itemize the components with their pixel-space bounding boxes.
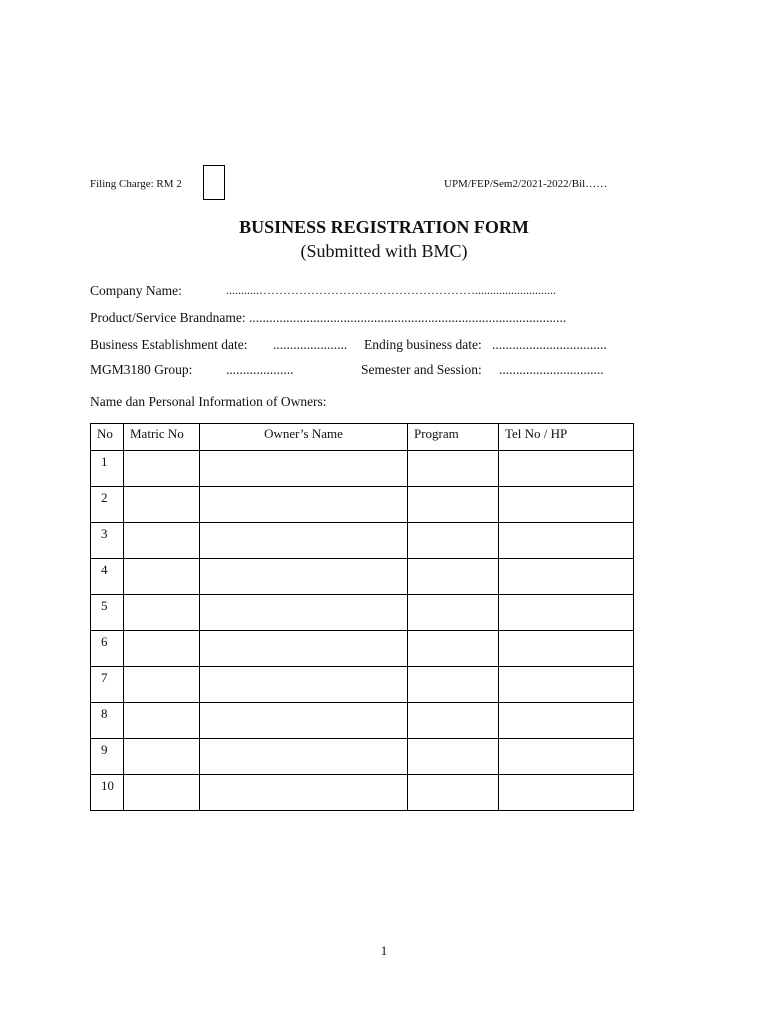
- company-name-label: Company Name:: [90, 283, 182, 298]
- program-cell[interactable]: [408, 523, 499, 559]
- page-number: 1: [380, 943, 388, 958]
- tel-cell[interactable]: [499, 595, 634, 631]
- ending-date-field[interactable]: ..................................: [492, 337, 607, 352]
- program-cell[interactable]: [408, 775, 499, 811]
- column-header-matric: Matric No: [124, 424, 200, 451]
- owner-name-cell[interactable]: [200, 487, 408, 523]
- owners-heading: Name dan Personal Information of Owners:: [90, 394, 327, 409]
- table-header-row: [91, 424, 634, 451]
- row-number: 2: [91, 487, 124, 523]
- program-cell[interactable]: [408, 595, 499, 631]
- matric-cell[interactable]: [124, 775, 200, 811]
- program-cell[interactable]: [408, 739, 499, 775]
- table-row: [91, 703, 634, 739]
- ending-date-label: Ending business date:: [364, 337, 482, 352]
- row-number: 1: [91, 451, 124, 487]
- program-cell[interactable]: [408, 667, 499, 703]
- owner-name-cell[interactable]: [200, 559, 408, 595]
- matric-cell[interactable]: [124, 487, 200, 523]
- table-row: [91, 595, 634, 631]
- tel-cell[interactable]: [499, 487, 634, 523]
- row-number: 3: [91, 523, 124, 559]
- program-cell[interactable]: [408, 703, 499, 739]
- matric-cell[interactable]: [124, 739, 200, 775]
- tel-cell[interactable]: [499, 559, 634, 595]
- matric-cell[interactable]: [124, 559, 200, 595]
- matric-cell[interactable]: [124, 523, 200, 559]
- program-cell[interactable]: [408, 631, 499, 667]
- tel-cell[interactable]: [499, 739, 634, 775]
- owner-name-cell[interactable]: [200, 703, 408, 739]
- table-row: [91, 559, 634, 595]
- owner-name-cell[interactable]: [200, 667, 408, 703]
- matric-cell[interactable]: [124, 631, 200, 667]
- row-number: 6: [91, 631, 124, 667]
- matric-cell[interactable]: [124, 595, 200, 631]
- establishment-date-field[interactable]: ......................: [273, 337, 348, 352]
- establishment-date-label: Business Establishment date:: [90, 337, 248, 352]
- filing-charge-label: Filing Charge: RM 2: [90, 178, 182, 190]
- table-row: [91, 775, 634, 811]
- owner-name-cell[interactable]: [200, 523, 408, 559]
- tel-cell[interactable]: [499, 523, 634, 559]
- filing-charge-checkbox[interactable]: [203, 165, 225, 200]
- owner-name-cell[interactable]: [200, 739, 408, 775]
- matric-cell[interactable]: [124, 667, 200, 703]
- column-header-no: No: [91, 424, 124, 451]
- table-row: [91, 739, 634, 775]
- matric-cell[interactable]: [124, 703, 200, 739]
- company-name-field[interactable]: ...........………………………………………………...........................: [226, 283, 556, 297]
- row-number: 4: [91, 559, 124, 595]
- owner-name-cell[interactable]: [200, 631, 408, 667]
- table-row: [91, 451, 634, 487]
- tel-cell[interactable]: [499, 775, 634, 811]
- owners-table: [90, 423, 634, 811]
- row-number: 5: [91, 595, 124, 631]
- row-number: 10: [91, 775, 124, 811]
- table-row: [91, 487, 634, 523]
- tel-cell[interactable]: [499, 451, 634, 487]
- tel-cell[interactable]: [499, 703, 634, 739]
- row-number: 7: [91, 667, 124, 703]
- tel-cell[interactable]: [499, 667, 634, 703]
- owner-name-cell[interactable]: [200, 775, 408, 811]
- program-cell[interactable]: [408, 559, 499, 595]
- program-cell[interactable]: [408, 487, 499, 523]
- form-subtitle: (Submitted with BMC): [300, 241, 468, 261]
- owner-name-cell[interactable]: [200, 451, 408, 487]
- table-row: [91, 631, 634, 667]
- table-row: [91, 523, 634, 559]
- reference-number: UPM/FEP/Sem2/2021-2022/Bil……: [444, 178, 608, 190]
- semester-field[interactable]: ...............................: [499, 362, 604, 377]
- table-row: [91, 667, 634, 703]
- column-header-owner-name: Owner’s Name: [200, 424, 408, 451]
- row-number: 9: [91, 739, 124, 775]
- program-cell[interactable]: [408, 451, 499, 487]
- row-number: 8: [91, 703, 124, 739]
- column-header-tel: Tel No / HP: [499, 424, 634, 451]
- group-label: MGM3180 Group:: [90, 362, 193, 377]
- form-title: BUSINESS REGISTRATION FORM: [239, 217, 529, 237]
- owner-name-cell[interactable]: [200, 595, 408, 631]
- semester-label: Semester and Session:: [361, 362, 482, 377]
- matric-cell[interactable]: [124, 451, 200, 487]
- tel-cell[interactable]: [499, 631, 634, 667]
- brandname-field[interactable]: Product/Service Brandname: ..............................................................................................: [90, 310, 567, 325]
- group-field[interactable]: ....................: [226, 362, 294, 377]
- column-header-program: Program: [408, 424, 499, 451]
